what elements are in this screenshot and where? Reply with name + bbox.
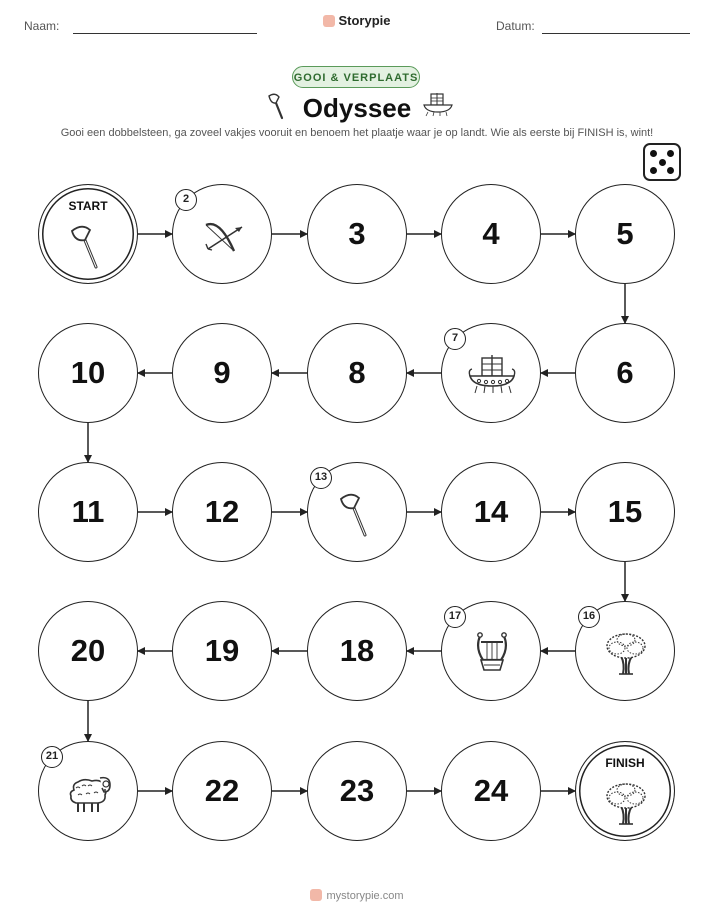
ram-icon: [64, 768, 114, 818]
space-number-badge: 7: [444, 328, 466, 350]
footer: [0, 889, 714, 902]
start-label: START: [68, 199, 108, 213]
board-space-15: [575, 462, 675, 562]
board-space-24: [441, 741, 541, 841]
viking-ship-icon: [467, 350, 517, 400]
start-space: [38, 184, 138, 284]
space-number: 20: [70, 633, 106, 668]
board-space-6: [575, 323, 675, 423]
board-space-18: [307, 601, 407, 701]
space-number: 3: [348, 216, 366, 251]
date-label: Datum:: [496, 19, 535, 33]
instructions: Gooi een dobbelsteen, ga zoveel vakjes vooruit en benoem het plaatje waar je op landt. Wie als eerste bij FINISH is, wint!: [60, 127, 654, 139]
space-number: 18: [339, 633, 375, 668]
space-number: 15: [607, 494, 643, 529]
space-number: 4: [482, 216, 500, 251]
page-title: Odyssee: [302, 93, 412, 123]
board-space-12: [172, 462, 272, 562]
space-number: 6: [616, 355, 634, 390]
footer-url: mystorypie.com: [326, 890, 404, 902]
board-space-22: [172, 741, 272, 841]
board-space-17: [441, 601, 541, 701]
brand-name: Storypie: [338, 13, 391, 28]
board-space-14: [441, 462, 541, 562]
board-space-8: [307, 323, 407, 423]
space-number-badge: 17: [444, 606, 466, 628]
board-space-21: [38, 741, 138, 841]
board-space-9: [172, 323, 272, 423]
board-space-10: [38, 323, 138, 423]
lyre-icon: [467, 628, 517, 678]
board-space-3: [307, 184, 407, 284]
board-space-5: [575, 184, 675, 284]
axe-icon: [64, 221, 114, 271]
finish-label: FINISH: [605, 756, 645, 770]
space-number-badge: 2: [175, 189, 197, 211]
space-number: 24: [473, 773, 509, 808]
board-space-19: [172, 601, 272, 701]
space-number: 14: [473, 494, 509, 529]
board-space-4: [441, 184, 541, 284]
space-number-badge: 21: [41, 746, 63, 768]
board-space-23: [307, 741, 407, 841]
space-number: 23: [339, 773, 375, 808]
bow-arrow-icon: [198, 211, 248, 261]
game-type-badge: GOOI & VERPLAATS: [292, 66, 420, 88]
storypie-logo-icon: [310, 889, 322, 901]
space-number: 8: [348, 355, 366, 390]
space-number: 9: [213, 355, 231, 390]
finish-space: [575, 741, 675, 841]
olive-tree-icon: [601, 628, 651, 678]
board-space-13: [307, 462, 407, 562]
space-number: 10: [70, 355, 106, 390]
space-number-badge: 16: [578, 606, 600, 628]
name-label: Naam:: [24, 19, 60, 33]
board-space-11: [38, 462, 138, 562]
board-space-20: [38, 601, 138, 701]
olive-tree-icon: [601, 778, 651, 828]
board-space-2: [172, 184, 272, 284]
space-number: 19: [204, 633, 240, 668]
space-number: 22: [204, 773, 240, 808]
board-space-16: [575, 601, 675, 701]
space-number: 5: [616, 216, 634, 251]
space-number: 11: [71, 494, 105, 529]
axe-icon: [333, 489, 383, 539]
board-space-7: [441, 323, 541, 423]
space-number: 12: [204, 494, 240, 529]
space-number-badge: 13: [310, 467, 332, 489]
